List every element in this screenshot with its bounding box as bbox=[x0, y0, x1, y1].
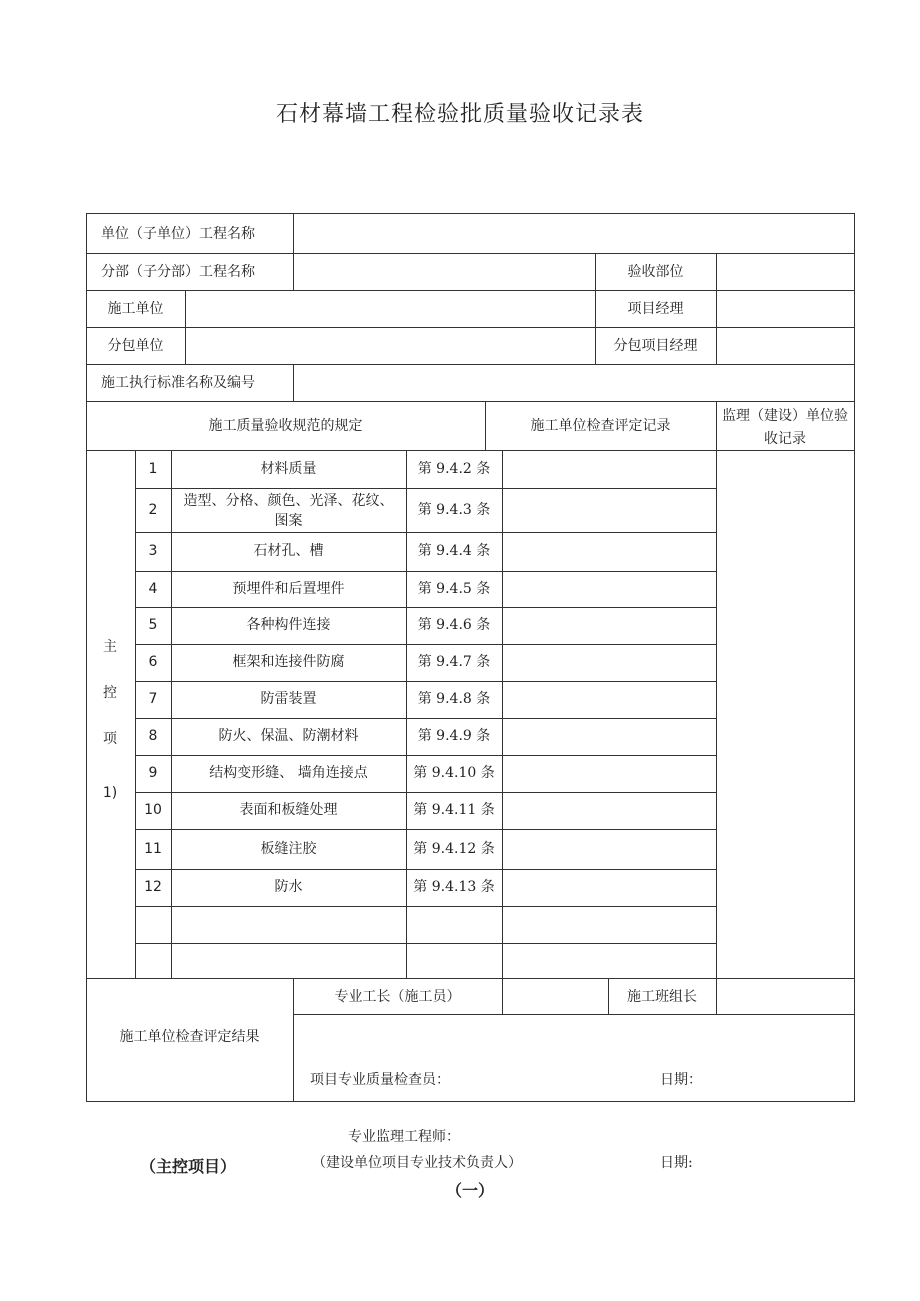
item-clause: 第 9.4.13 条 bbox=[413, 879, 495, 895]
item-name: 板缝注胶 bbox=[260, 841, 317, 857]
item-name: 材料质量 bbox=[260, 461, 317, 477]
item-name: 框架和连接件防腐 bbox=[232, 654, 345, 670]
item-clause: 第 9.4.6 条 bbox=[417, 617, 491, 633]
check-result-label: 施工单位检查评定结果 bbox=[119, 1029, 260, 1045]
item-name: 防雷装置 bbox=[260, 691, 317, 707]
item-clause: 第 9.4.12 条 bbox=[413, 841, 495, 857]
page-number: （一） bbox=[445, 1181, 494, 1200]
item-no: 3 bbox=[148, 543, 158, 559]
subcontract-unit-label: 分包单位 bbox=[107, 338, 164, 354]
item-no: 10 bbox=[144, 802, 162, 818]
supervision-column-header-line2: 收记录 bbox=[764, 431, 806, 447]
item-clause: 第 9.4.3 条 bbox=[417, 502, 491, 518]
result-date-label: 日期： bbox=[660, 1072, 702, 1088]
item-clause: 第 9.4.5 条 bbox=[417, 581, 491, 597]
item-no: 6 bbox=[148, 654, 158, 670]
item-no: 7 bbox=[148, 691, 158, 707]
item-no: 4 bbox=[148, 581, 158, 597]
item-name: 石材孔、槽 bbox=[253, 543, 324, 559]
main-items-label: （主控项目） bbox=[140, 1157, 237, 1176]
section-label-char-1: 主 bbox=[103, 639, 117, 655]
check-record-column-header: 施工单位检查评定记录 bbox=[530, 418, 671, 434]
item-clause: 第 9.4.4 条 bbox=[417, 543, 491, 559]
supervision-column-header-line1: 监理（建设）单位验 bbox=[722, 408, 848, 424]
section-label-char-3: 项 bbox=[103, 731, 117, 747]
team-leader-label: 施工班组长 bbox=[627, 989, 697, 1005]
unit-project-name-label: 单位（子单位）工程名称 bbox=[101, 226, 255, 242]
inspector-label: 项目专业质量检查员： bbox=[310, 1072, 450, 1088]
item-name: 结构变形缝、 墙角连接点 bbox=[209, 765, 368, 781]
item-name: 表面和板缝处理 bbox=[239, 802, 338, 818]
section-label-char-4: 1) bbox=[102, 785, 118, 801]
foreman-label: 专业工长（施工员） bbox=[334, 989, 461, 1005]
item-no: 11 bbox=[144, 841, 162, 857]
item-no: 8 bbox=[148, 728, 158, 744]
item-no: 12 bbox=[144, 879, 162, 895]
supervision-engineer-label: 专业监理工程师： bbox=[348, 1129, 460, 1145]
item-clause: 第 9.4.2 条 bbox=[417, 461, 491, 477]
item-name: 防水 bbox=[274, 879, 303, 895]
spec-column-header: 施工质量验收规范的规定 bbox=[208, 418, 363, 434]
footer-date-label: 日期: bbox=[660, 1155, 693, 1171]
project-manager-label: 项目经理 bbox=[627, 301, 684, 317]
division-project-name-label: 分部（子分部）工程名称 bbox=[101, 264, 255, 280]
item-name: 各种构件连接 bbox=[246, 617, 331, 633]
owner-representative-label: （建设单位项目专业技术负责人） bbox=[312, 1155, 522, 1171]
item-name: 防火、保温、防潮材料 bbox=[218, 728, 359, 744]
item-no: 1 bbox=[148, 461, 158, 477]
construction-unit-label: 施工单位 bbox=[107, 301, 164, 317]
item-clause: 第 9.4.10 条 bbox=[413, 765, 495, 781]
item-name-line2: 图案 bbox=[274, 513, 303, 529]
section-label-char-2: 控 bbox=[103, 685, 117, 701]
item-no: 9 bbox=[148, 765, 158, 781]
item-name: 预埋件和后置埋件 bbox=[232, 581, 345, 597]
item-no: 5 bbox=[148, 617, 158, 633]
subcontract-manager-label: 分包项目经理 bbox=[613, 338, 698, 354]
standard-name-label: 施工执行标准名称及编号 bbox=[101, 375, 255, 391]
page-title: 石材幕墙工程检验批质量验收记录表 bbox=[275, 102, 644, 127]
acceptance-part-label: 验收部位 bbox=[627, 264, 684, 280]
item-name-line1: 造型、分格、颜色、光泽、花纹、 bbox=[183, 493, 394, 509]
item-clause: 第 9.4.9 条 bbox=[417, 728, 491, 744]
item-clause: 第 9.4.11 条 bbox=[413, 802, 495, 818]
item-clause: 第 9.4.7 条 bbox=[417, 654, 491, 670]
item-clause: 第 9.4.8 条 bbox=[417, 691, 491, 707]
item-no: 2 bbox=[148, 502, 158, 518]
